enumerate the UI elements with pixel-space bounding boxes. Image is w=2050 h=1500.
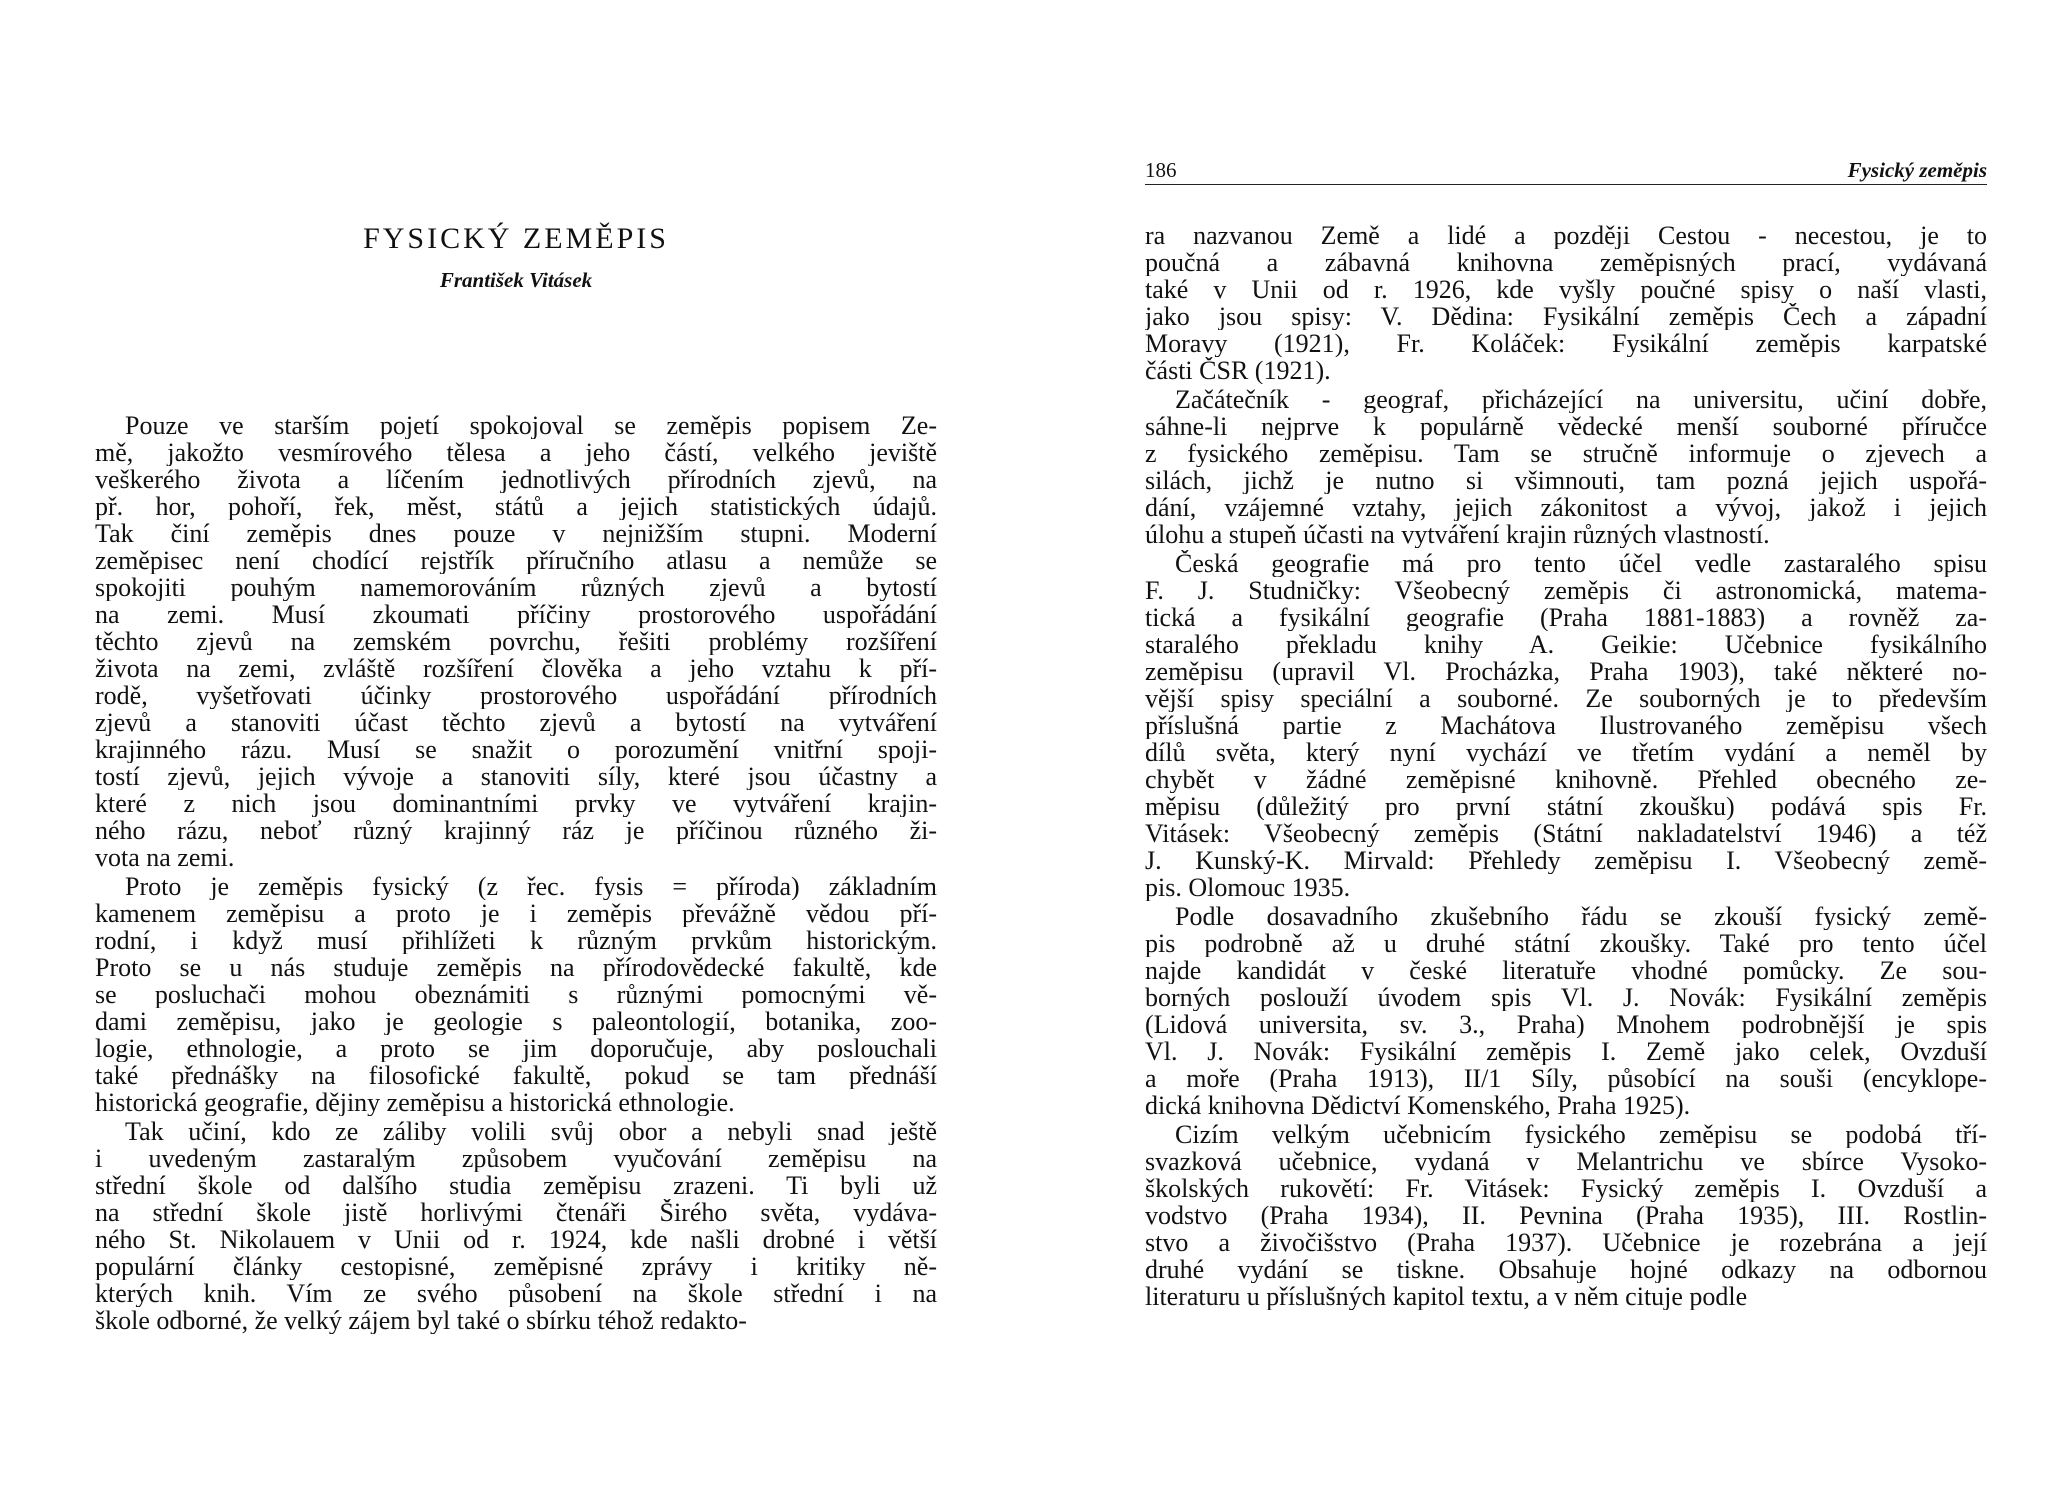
chapter-author: František Vitásek <box>439 268 593 292</box>
text-line: zeměpisec není chodící rejstřík příručního atlasu a nemůže se <box>95 547 937 574</box>
text-line: Pouze ve starším pojetí spokojoval se zeměpis popisem Ze- <box>125 412 937 439</box>
text-line: vota na zemi. <box>95 844 235 871</box>
text-line: svazková učebnice, vydaná v Melantrichu ve sbírce Vysoko- <box>1145 1148 1987 1175</box>
text-line: dílů světa, který nyní vychází ve třetím vydání a neměl by <box>1145 739 1987 766</box>
text-line: literaturu u příslušných kapitol textu, a v něm cituje podle <box>1145 1283 1748 1310</box>
text-line: Podle dosavadního zkušebního řádu se zkouší fysický země- <box>1175 903 1987 930</box>
text-line: tická a fysikální geografie (Praha 1881-1883) a rovněž za- <box>1145 604 1987 631</box>
text-line: rodní, i když musí přihlížeti k různým prvkům historickým. <box>95 927 937 954</box>
running-title: Fysický zeměpis <box>1847 158 1987 182</box>
text-line: ného St. Nikolauem v Unii od r. 1924, kde našli drobné i větší <box>95 1226 937 1253</box>
text-line: stvo a živočišstvo (Praha 1937). Učebnice je rozebrána a její <box>1145 1229 1987 1256</box>
paragraph <box>1145 386 1987 548</box>
text-line: z fysického zeměpisu. Tam se stručně informuje o zjevech a <box>1145 440 1987 467</box>
text-line: také přednášky na filosofické fakultě, pokud se tam přednáší <box>95 1062 937 1089</box>
chapter-title: FYSICKÝ ZEMĚPIS <box>363 222 669 255</box>
text-line: Moravy (1921), Fr. Koláček: Fysikální zeměpis karpatské <box>1145 330 1987 357</box>
text-line: F. J. Studničky: Všeobecný zeměpis či astronomická, matema- <box>1145 577 1987 604</box>
text-line: sáhne-li nejprve k populárně vědecké menší souborné příručce <box>1145 413 1987 440</box>
text-line: úlohu a stupeň účasti na vytváření krajin různých vlastností. <box>1145 521 1770 548</box>
text-line: pis podrobně až u druhé státní zkoušky. Také pro tento účel <box>1145 930 1987 957</box>
paragraph <box>95 1118 937 1334</box>
text-line: Začátečník - geograf, přicházející na universitu, učiní dobře, <box>1175 386 1987 413</box>
text-line: Tak učiní, kdo ze záliby volili svůj obor a nebyli snad ještě <box>125 1118 937 1145</box>
text-line: a moře (Praha 1913), II/1 Síly, působící na souši (encyklope- <box>1145 1065 1987 1092</box>
text-line: (Lidová universita, sv. 3., Praha) Mnohem podrobnější je spis <box>1145 1011 1987 1038</box>
text-line: druhé vydání se tiskne. Obsahuje hojné odkazy na odbornou <box>1145 1256 1987 1283</box>
text-line: Vitásek: Všeobecný zeměpis (Státní nakladatelství 1946) a též <box>1145 820 1987 847</box>
text-line: J. Kunský-K. Mirvald: Přehledy zeměpisu I. Všeobecný země- <box>1145 847 1987 874</box>
text-line: se posluchači mohou obeznámiti s různými pomocnými vě- <box>95 981 937 1008</box>
text-line: logie, ethnologie, a proto se jim doporučuje, aby poslouchali <box>95 1035 937 1062</box>
text-line: pis. Olomouc 1935. <box>1145 874 1351 901</box>
text-line: Vl. J. Novák: Fysikální zeměpis I. Země jako celek, Ovzduší <box>1145 1038 1987 1065</box>
text-line: veškerého života a líčením jednotlivých přírodních zjevů, na <box>95 466 937 493</box>
text-line: ra nazvanou Země a lidé a později Cestou - necestou, je to <box>1145 222 1987 249</box>
text-line: mě, jakožto vesmírového tělesa a jeho částí, velkého jeviště <box>95 439 937 466</box>
text-line: chybět v žádné zeměpisné knihovně. Přehled obecného ze- <box>1145 766 1987 793</box>
paragraph <box>1145 903 1987 1119</box>
text-line: části ČSR (1921). <box>1145 357 1331 384</box>
paragraph <box>95 412 937 871</box>
text-line: Tak činí zeměpis dnes pouze v nejnižším stupni. Moderní <box>95 520 937 547</box>
text-line: těchto zjevů na zemském povrchu, řešiti problémy rozšíření <box>95 628 937 655</box>
text-line: Proto se u nás studuje zeměpis na přírodovědecké fakultě, kde <box>95 954 937 981</box>
text-line: zjevů a stanoviti účast těchto zjevů a bytostí na vytváření <box>95 709 937 736</box>
text-line: rodě, vyšetřovati účinky prostorového uspořádání přírodních <box>95 682 937 709</box>
text-line: které z nich jsou dominantními prvky ve vytváření krajin- <box>95 790 937 817</box>
text-line: jako jsou spisy: V. Dědina: Fysikální zeměpis Čech a západní <box>1145 303 1987 330</box>
text-line: také v Unii od r. 1926, kde vyšly poučné spisy o naší vlasti, <box>1145 276 1987 303</box>
text-line: škole odborné, že velký zájem byl také o sbírku téhož redakto- <box>95 1307 747 1334</box>
page-number: 186 <box>1145 158 1177 182</box>
text-line: střední škole od dalšího studia zeměpisu zrazeni. Ti byli už <box>95 1172 937 1199</box>
text-line: na střední škole jistě horlivými čtenáři Širého světa, vydáva- <box>95 1199 937 1226</box>
text-line: silách, jichž je nutno si všimnouti, tam pozná jejich uspořá- <box>1145 467 1987 494</box>
text-line: dami zeměpisu, jako je geologie s paleontologií, botanika, zoo- <box>95 1008 937 1035</box>
text-line: vodstvo (Praha 1934), II. Pevnina (Praha 1935), III. Rostlin- <box>1145 1202 1987 1229</box>
paragraph <box>95 873 937 1116</box>
text-line: populární články cestopisné, zeměpisné zprávy i kritiky ně- <box>95 1253 937 1280</box>
text-line: života na zemi, zvláště rozšíření člověka a jeho vztahu k pří- <box>95 655 937 682</box>
text-line: př. hor, pohoří, řek, měst, států a jejich statistických údajů. <box>95 493 937 520</box>
text-line: kterých knih. Vím ze svého působení na škole střední i na <box>95 1280 937 1307</box>
text-line: příslušná partie z Machátova Ilustrovaného zeměpisu všech <box>1145 712 1987 739</box>
text-line: Česká geografie má pro tento účel vedle zastaralého spisu <box>1175 550 1987 577</box>
text-line: dání, vzájemné vztahy, jejich zákonitost a vývoj, jakož i jejich <box>1145 494 1987 521</box>
text-line: historická geografie, dějiny zeměpisu a historická ethnologie. <box>95 1089 735 1116</box>
paragraph <box>1145 550 1987 901</box>
text-line: tostí zjevů, jejich vývoje a stanoviti síly, které jsou účastny a <box>95 763 937 790</box>
text-line: i uvedeným zastaralým způsobem vyučování zeměpisu na <box>95 1145 937 1172</box>
text-line: měpisu (důležitý pro první státní zkoušku) podává spis Fr. <box>1145 793 1987 820</box>
text-line: dická knihovna Dědictví Komenského, Praha 1925). <box>1145 1092 1691 1119</box>
left-body-text <box>95 412 937 1336</box>
text-line: školských rukovětí: Fr. Vitásek: Fysický zeměpis I. Ovzduší a <box>1145 1175 1987 1202</box>
text-line: staralého překladu knihy A. Geikie: Učebnice fysikálního <box>1145 631 1987 658</box>
text-line: najde kandidát v české literatuře vhodné pomůcky. Ze sou- <box>1145 957 1987 984</box>
text-line: spokojiti pouhým namemorováním různých zjevů a bytostí <box>95 574 937 601</box>
text-line: Proto je zeměpis fysický (z řec. fysis = příroda) základním <box>125 873 937 900</box>
text-line: kamenem zeměpisu a proto je i zeměpis převážně vědou pří- <box>95 900 937 927</box>
running-head <box>1145 158 1987 185</box>
text-line: na zemi. Musí zkoumati příčiny prostorového uspořádání <box>95 601 937 628</box>
right-body-text <box>1145 222 1987 1312</box>
text-line: poučná a zábavná knihovna zeměpisných prací, vydávaná <box>1145 249 1987 276</box>
text-line: Cizím velkým učebnicím fysického zeměpisu se podobá tří- <box>1175 1121 1987 1148</box>
paragraph <box>1145 1121 1987 1310</box>
paragraph <box>1145 222 1987 384</box>
text-line: borných poslouží úvodem spis Vl. J. Novák: Fysikální zeměpis <box>1145 984 1987 1011</box>
text-line: zeměpisu (upravil Vl. Procházka, Praha 1903), také některé no- <box>1145 658 1987 685</box>
text-line: ného rázu, neboť různý krajinný ráz je příčinou různého ži- <box>95 817 937 844</box>
text-line: krajinného rázu. Musí se snažit o porozumění vnitřní spoji- <box>95 736 937 763</box>
text-line: vější spisy speciální a souborné. Ze souborných je to především <box>1145 685 1987 712</box>
